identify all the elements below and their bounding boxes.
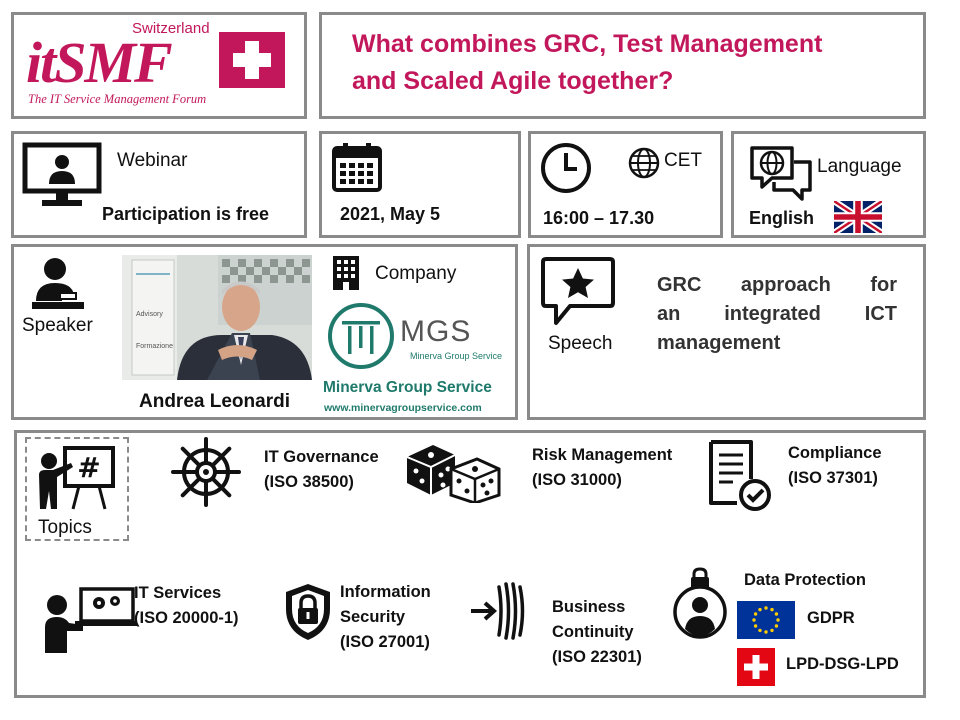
speech-word: for bbox=[870, 274, 897, 296]
data-protection-title: Data Protection bbox=[744, 571, 866, 589]
company-website: www.minervagroupservice.com bbox=[324, 402, 482, 414]
language-value: English bbox=[749, 208, 815, 228]
topic-title: Information bbox=[340, 583, 431, 601]
language-label: Language bbox=[817, 156, 902, 177]
webinar-monitor-icon bbox=[22, 142, 102, 208]
calendar-icon bbox=[331, 141, 383, 193]
speaker-name: Andrea Leonardi bbox=[139, 391, 290, 412]
mgs-logo-subtext: Minerva Group Service bbox=[410, 351, 503, 361]
lpd-label: LPD-DSG-LPD bbox=[786, 655, 899, 673]
logo-tagline: The IT Service Management Forum bbox=[28, 92, 207, 106]
topic-compliance bbox=[788, 441, 882, 491]
speech-star-bubble-icon bbox=[540, 255, 616, 329]
date-box bbox=[319, 131, 521, 238]
topic-standard: (ISO 37301) bbox=[788, 469, 878, 487]
language-box bbox=[731, 131, 926, 238]
uk-flag-icon bbox=[834, 201, 882, 233]
gdpr-label: GDPR bbox=[807, 609, 855, 627]
mgs-logo bbox=[326, 301, 516, 371]
topic-it-services bbox=[134, 581, 239, 631]
time-box bbox=[528, 131, 723, 238]
speaker-photo bbox=[122, 255, 312, 380]
topic-standard: (ISO 22301) bbox=[552, 648, 642, 666]
photo-sign-text-1: Advisory bbox=[136, 311, 163, 318]
speech-word: integrated bbox=[724, 303, 821, 325]
arrow-into-waves-icon bbox=[469, 581, 529, 641]
webinar-box bbox=[11, 131, 307, 238]
topic-standard: (ISO 27001) bbox=[340, 633, 430, 651]
speech-word: an bbox=[657, 303, 681, 325]
speaker-box bbox=[11, 244, 518, 420]
speech-word: ICT bbox=[864, 303, 897, 325]
speaker-label: Speaker bbox=[22, 315, 93, 336]
globe-icon bbox=[627, 146, 661, 180]
topic-title: Risk Management bbox=[532, 446, 673, 464]
topic-business-continuity bbox=[552, 595, 642, 670]
svg-text:#: # bbox=[77, 451, 101, 484]
speech-word: approach bbox=[740, 274, 831, 296]
speech-title bbox=[657, 271, 897, 358]
topic-standard: (ISO 38500) bbox=[264, 473, 354, 491]
user-lock-icon bbox=[669, 567, 731, 639]
headline-line-1: What combines GRC, Test Management bbox=[352, 30, 823, 58]
dice-icon bbox=[403, 439, 503, 503]
company-label: Company bbox=[375, 263, 457, 284]
speech-line-3: management bbox=[657, 332, 781, 354]
speaker-person-icon bbox=[32, 255, 86, 313]
clock-icon bbox=[539, 141, 593, 195]
event-date: 2021, May 5 bbox=[340, 204, 441, 224]
webinar-label: Webinar bbox=[117, 150, 188, 171]
topic-standard: (ISO 31000) bbox=[532, 471, 622, 489]
topics-label: Topics bbox=[38, 517, 92, 538]
swiss-flag-icon bbox=[737, 648, 775, 686]
mgs-logo-text: MGS bbox=[400, 315, 472, 348]
presenter-board-icon bbox=[37, 445, 117, 511]
participation-text: Participation is free bbox=[102, 204, 270, 224]
building-icon bbox=[331, 255, 361, 291]
topic-title: IT Services bbox=[134, 584, 222, 602]
document-check-icon bbox=[707, 439, 777, 511]
swiss-cross-logo-icon bbox=[219, 32, 285, 88]
topic-title: IT Governance bbox=[264, 448, 379, 466]
topic-title: Business bbox=[552, 598, 626, 616]
topic-it-governance bbox=[264, 445, 379, 495]
topic-title: Security bbox=[340, 608, 406, 626]
topic-risk-management bbox=[532, 443, 672, 493]
topics-label-box bbox=[25, 437, 129, 541]
it-services-icon bbox=[43, 581, 137, 653]
topics-box bbox=[14, 430, 926, 698]
speech-word: GRC bbox=[657, 274, 702, 296]
shield-lock-icon bbox=[283, 581, 333, 643]
logo-country-text: Switzerland bbox=[132, 20, 210, 37]
logo-wordmark: itSMF bbox=[26, 30, 171, 95]
eu-flag-icon bbox=[737, 601, 795, 639]
event-time: 16:00 – 17.30 bbox=[543, 208, 655, 228]
ship-wheel-icon bbox=[171, 437, 241, 507]
photo-sign-text-2: Formazione bbox=[136, 343, 173, 350]
headline-line-2: and Scaled Agile together? bbox=[352, 67, 674, 95]
headline-box bbox=[319, 12, 926, 119]
topic-title: Compliance bbox=[788, 444, 882, 462]
speech-box bbox=[527, 244, 926, 420]
speech-label: Speech bbox=[548, 333, 613, 354]
topic-information-security bbox=[340, 580, 431, 655]
timezone-label: CET bbox=[664, 150, 702, 171]
company-name: Minerva Group Service bbox=[323, 379, 492, 396]
logo-box bbox=[11, 12, 307, 119]
topic-standard: (ISO 20000-1) bbox=[134, 609, 239, 627]
language-speech-globe-icon bbox=[748, 144, 814, 204]
topic-title: Continuity bbox=[552, 623, 634, 641]
